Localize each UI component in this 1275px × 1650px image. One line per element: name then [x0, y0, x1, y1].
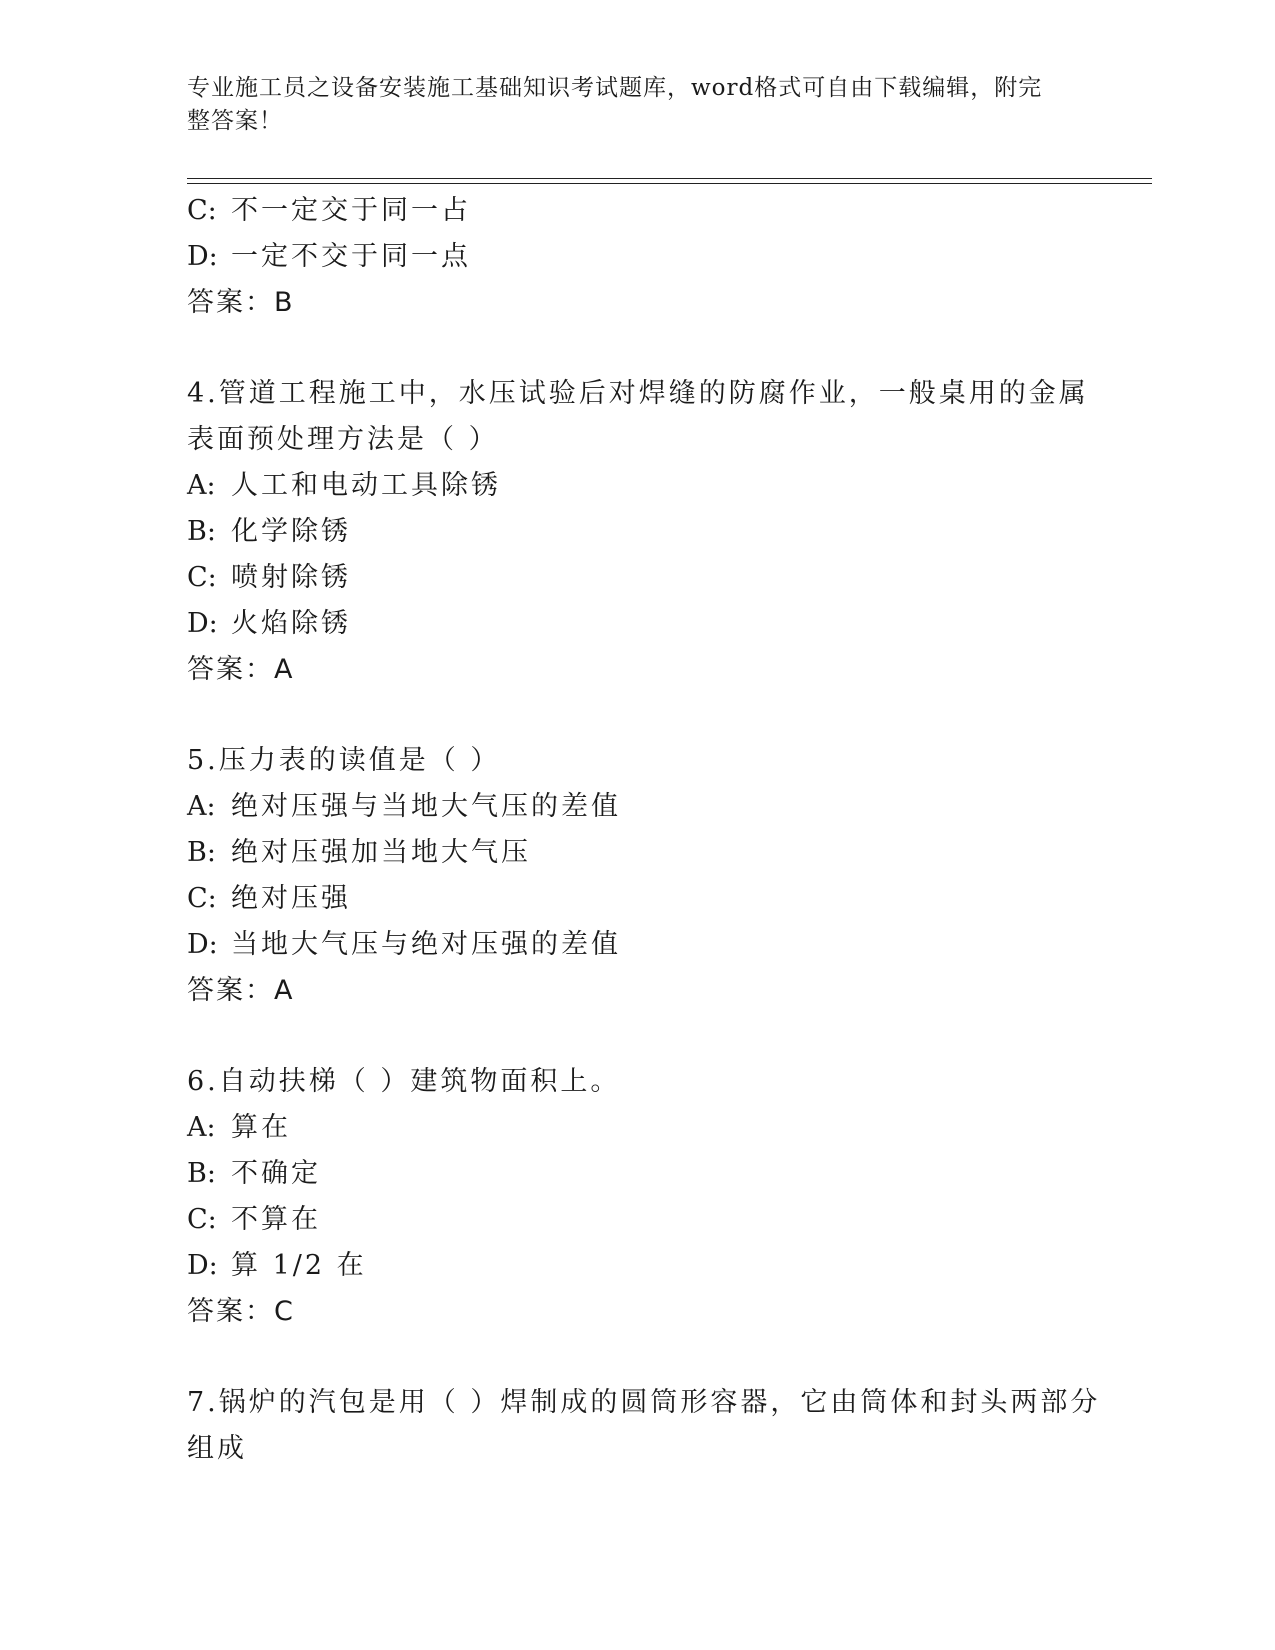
header-rule-bottom [187, 183, 1152, 184]
option-key: C: [187, 195, 217, 226]
option-text: 不确定 [231, 1158, 321, 1189]
option-d [187, 922, 1087, 968]
option-text: 算在 [231, 1112, 291, 1143]
option-text: 当地大气压与绝对压强的差值 [231, 929, 621, 960]
option-text: 不算在 [231, 1204, 321, 1235]
option-text: 喷射除锈 [231, 562, 351, 593]
option-b [187, 509, 1087, 555]
option-key: C: [187, 562, 217, 593]
spacer [187, 326, 1087, 371]
option-text: 绝对压强加当地大气压 [231, 837, 531, 868]
header-rule-top [187, 178, 1152, 179]
option-text: 不一定交于同一占 [231, 195, 471, 226]
option-key: A: [187, 791, 216, 822]
option-key: D: [187, 608, 218, 639]
option-key: D: [187, 241, 218, 272]
option-key: C: [187, 1204, 217, 1235]
question-stem: 表面预处理方法是（ ） [187, 424, 499, 455]
option-a [187, 784, 1087, 830]
option-text: 绝对压强 [231, 883, 351, 914]
option-c [187, 1197, 1087, 1243]
option-key: D: [187, 1250, 218, 1281]
option-key: B: [187, 1158, 216, 1189]
option-c [187, 188, 1087, 234]
answer-line: 答案：B [187, 287, 295, 318]
option-text: 人工和电动工具除锈 [231, 470, 501, 501]
spacer [187, 1335, 1087, 1380]
answer-line: 答案：A [187, 975, 295, 1006]
question-stem: 7.锅炉的汽包是用（ ）焊制成的圆筒形容器，它由筒体和封头两部分 [187, 1387, 1101, 1418]
header-line-2: 整答案！ [187, 108, 283, 134]
option-key: B: [187, 837, 216, 868]
question-list [187, 188, 1101, 1472]
option-key: B: [187, 516, 216, 547]
option-b [187, 830, 1087, 876]
option-d [187, 1243, 1087, 1289]
option-key: C: [187, 883, 217, 914]
option-a [187, 1105, 1087, 1151]
option-a [187, 463, 1087, 509]
question-stem: 5.压力表的读值是（ ） [187, 745, 501, 776]
option-key: A: [187, 1112, 216, 1143]
option-c [187, 555, 1087, 601]
option-text: 算 1/2 在 [231, 1250, 367, 1281]
option-text: 火焰除锈 [231, 608, 351, 639]
question-stem: 4.管道工程施工中，水压试验后对焊缝的防腐作业，一般桌用的金属 [187, 378, 1089, 409]
option-text: 化学除锈 [231, 516, 351, 547]
option-c [187, 876, 1087, 922]
answer-line: 答案：A [187, 654, 295, 685]
option-d [187, 601, 1087, 647]
spacer [187, 1014, 1087, 1059]
option-key: D: [187, 929, 218, 960]
question-stem: 6.自动扶梯（ ）建筑物面积上。 [187, 1066, 621, 1097]
option-text: 一定不交于同一点 [231, 241, 471, 272]
answer-line: 答案：C [187, 1296, 295, 1327]
document-header [187, 72, 1067, 138]
option-text: 绝对压强与当地大气压的差值 [231, 791, 621, 822]
option-b [187, 1151, 1087, 1197]
header-line-1: 专业施工员之设备安装施工基础知识考试题库，word格式可自由下载编辑，附完 [187, 75, 1043, 101]
option-key: A: [187, 470, 216, 501]
option-d [187, 234, 1087, 280]
spacer [187, 693, 1087, 738]
question-stem: 组成 [187, 1433, 247, 1464]
